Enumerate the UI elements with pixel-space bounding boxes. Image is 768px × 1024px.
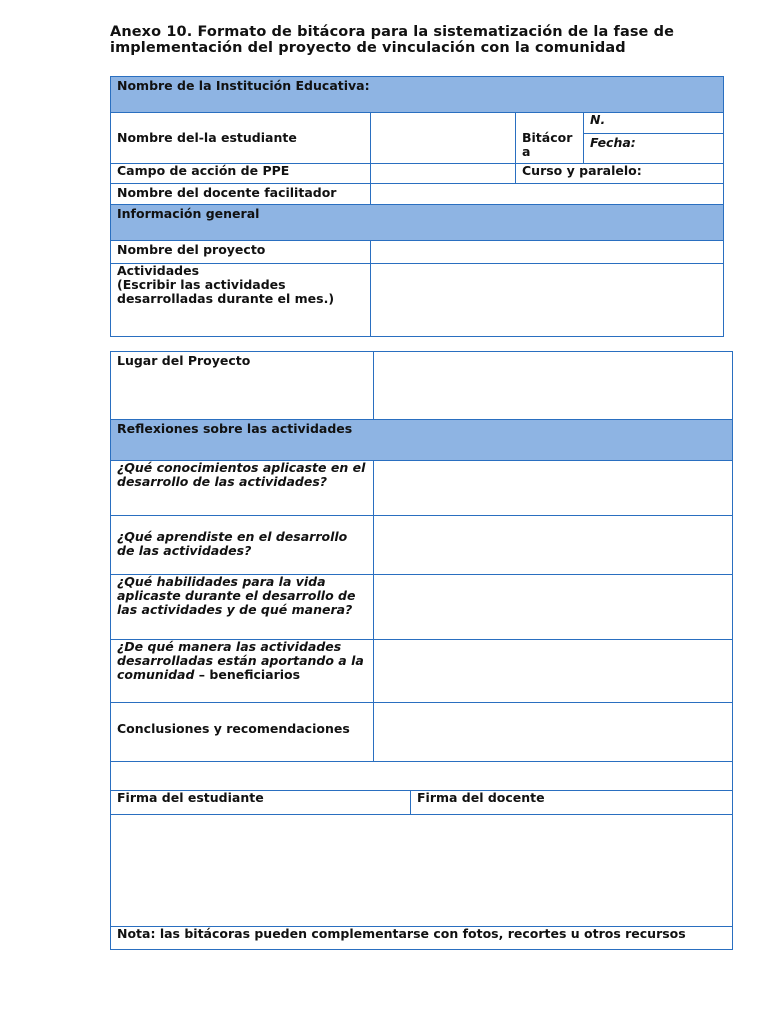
campo-field[interactable] <box>370 163 516 184</box>
actividades-field[interactable] <box>370 263 724 337</box>
question-comunidad-italic: ¿De qué manera las actividades desarrolladas están aportando a la comunidad <box>117 639 364 682</box>
conclusiones-label: Conclusiones y recomendaciones <box>110 702 374 762</box>
estudiante-field[interactable] <box>370 112 516 164</box>
signature-area[interactable] <box>110 814 733 927</box>
nota-row <box>110 926 733 950</box>
conclusiones-field[interactable] <box>373 702 733 762</box>
firma-docente-label: Firma del docente <box>410 790 733 815</box>
answer-comunidad[interactable] <box>373 639 733 703</box>
spacer-row <box>110 761 733 791</box>
question-aprendiste: ¿Qué aprendiste en el desarrollo de las actividades? <box>110 515 374 575</box>
answer-habilidades[interactable] <box>373 574 733 640</box>
question-conocimientos: ¿Qué conocimientos aplicaste en el desarrollo de las actividades? <box>110 460 374 516</box>
proyecto-label: Nombre del proyecto <box>110 240 371 264</box>
document-title: Anexo 10. Formato de bitácora para la sistematización de la fase de implementación del proyecto de vinculación con la comunidad <box>110 24 675 56</box>
nota-label: Nota <box>117 926 151 941</box>
estudiante-label: Nombre del-la estudiante <box>110 112 371 164</box>
campo-label: Campo de acción de PPE <box>110 163 371 184</box>
docente-field[interactable] <box>370 183 724 205</box>
numero-label: N. <box>583 112 724 134</box>
fecha-label: Fecha: <box>583 133 724 164</box>
institucion-header: Nombre de la Institución Educativa: <box>110 76 724 113</box>
actividades-label: Actividades (Escribir las actividades desarrolladas durante el mes.) <box>110 263 371 337</box>
firma-estudiante-label: Firma del estudiante <box>110 790 411 815</box>
nota-text: : las bitácoras pueden complementarse con fotos, recortes u otros recursos <box>150 926 686 941</box>
question-comunidad <box>110 639 374 703</box>
proyecto-field[interactable] <box>370 240 724 264</box>
curso-label: Curso y paralelo: <box>515 163 724 184</box>
question-habilidades: ¿Qué habilidades para la vida aplicaste durante el desarrollo de las actividades y de qué manera? <box>110 574 374 640</box>
reflexiones-header: Reflexiones sobre las actividades <box>110 419 733 461</box>
bitacora-label: Bitácor a <box>515 112 584 164</box>
info-general-header: Información general <box>110 204 724 241</box>
question-comunidad-rest: – beneficiarios <box>194 667 301 682</box>
lugar-field[interactable] <box>373 351 733 420</box>
lugar-label: Lugar del Proyecto <box>110 351 374 420</box>
answer-conocimientos[interactable] <box>373 460 733 516</box>
docente-label: Nombre del docente facilitador <box>110 183 371 205</box>
answer-aprendiste[interactable] <box>373 515 733 575</box>
